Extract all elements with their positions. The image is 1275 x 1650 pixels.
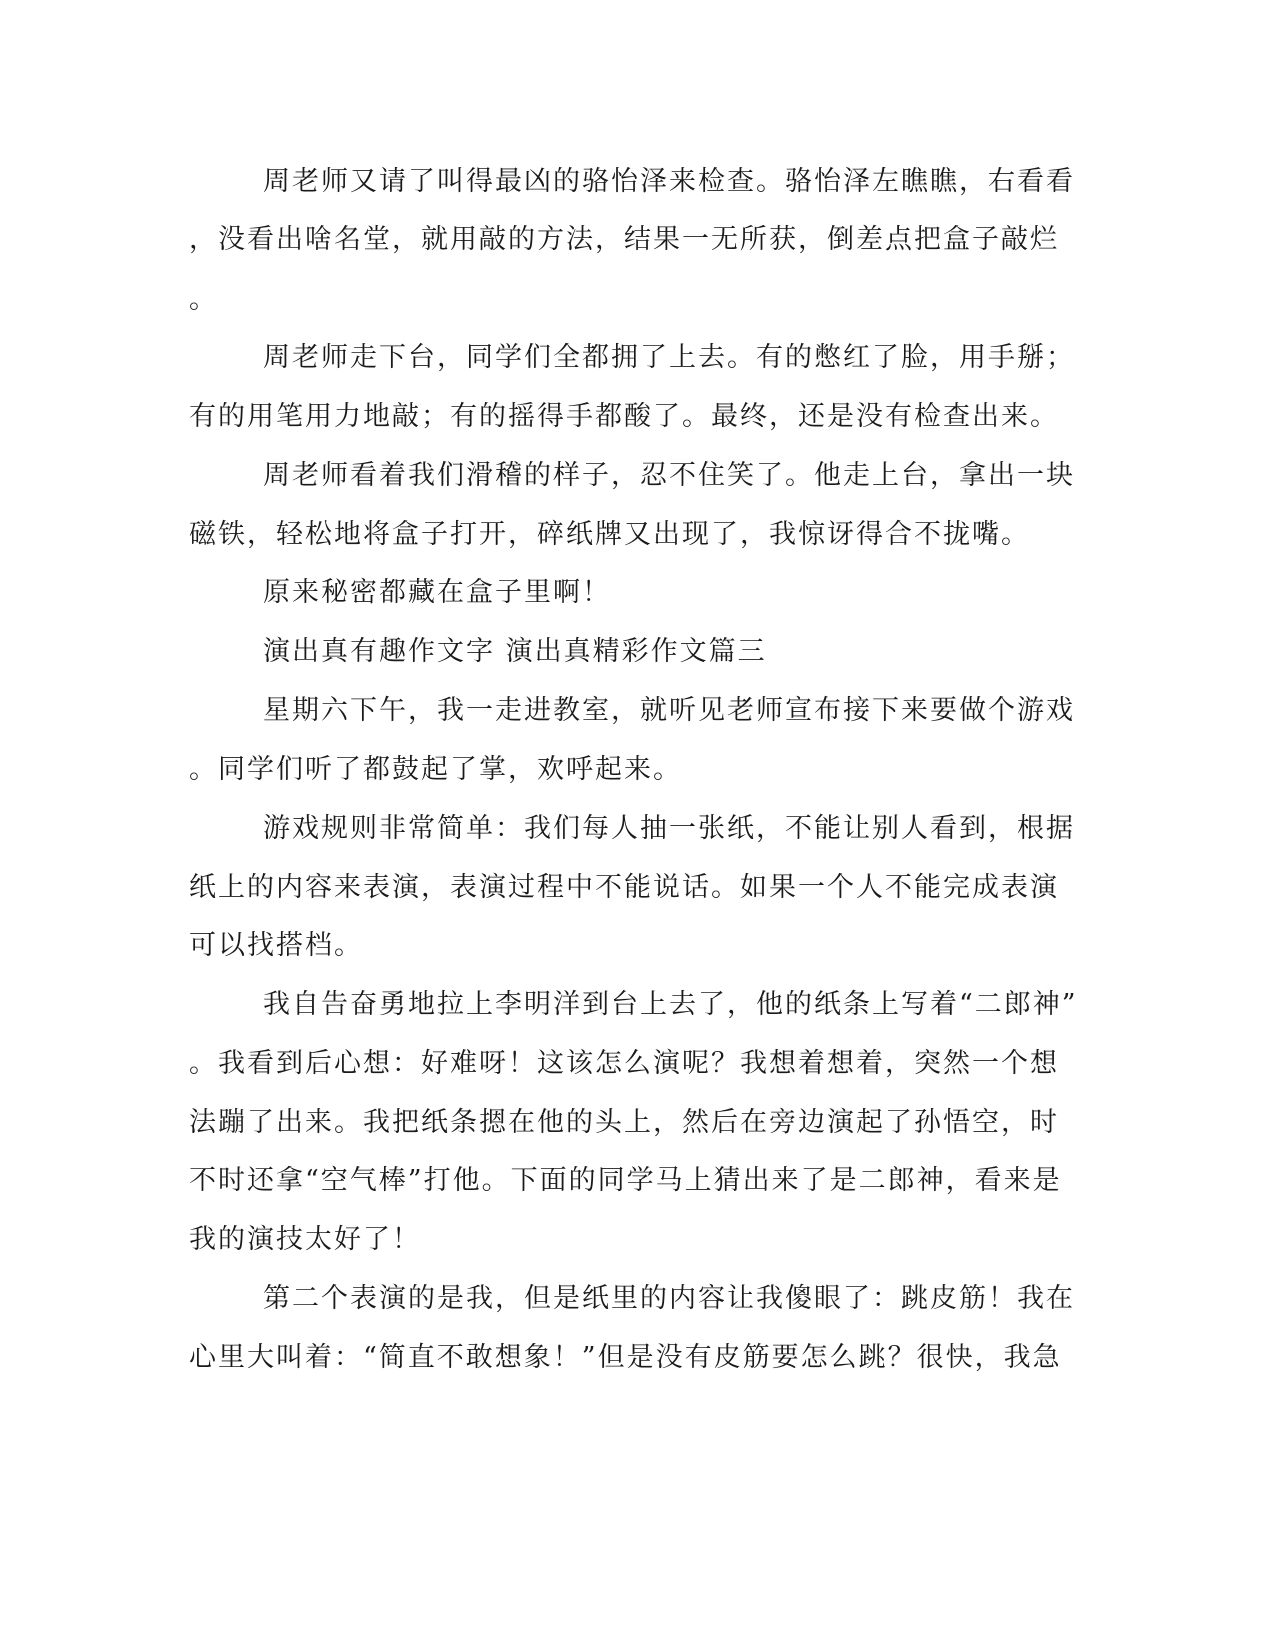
text-line: 第二个表演的是我，但是纸里的内容让我傻眼了：跳皮筋！我在 — [263, 1283, 1075, 1314]
text-line: 星期六下午，我一走进教室，就听见老师宣布接下来要做个游戏 — [263, 695, 1075, 726]
text-line: ，没看出啥名堂，就用敲的方法，结果一无所获，倒差点把盒子敲烂 — [189, 224, 1059, 255]
text-line: 周老师又请了叫得最凶的骆怡泽来检查。骆怡泽左瞧瞧，右看看 — [263, 166, 1075, 197]
text-line: 。 — [189, 284, 218, 315]
text-line: 原来秘密都藏在盒子里啊！ — [263, 577, 611, 608]
text-line: 法蹦了出来。我把纸条摁在他的头上，然后在旁边演起了孙悟空，时 — [189, 1107, 1059, 1138]
text-line: 周老师看着我们滑稽的样子，忍不住笑了。他走上台，拿出一块 — [263, 460, 1075, 491]
text-line: 有的用笔用力地敲；有的摇得手都酸了。最终，还是没有检查出来。 — [189, 401, 1059, 432]
text-line: 游戏规则非常简单：我们每人抽一张纸，不能让别人看到，根据 — [263, 813, 1075, 844]
text-line: 。同学们听了都鼓起了掌，欢呼起来。 — [189, 754, 682, 785]
section-heading: 演出真有趣作文字 演出真精彩作文篇三 — [263, 636, 767, 667]
text-line: 我的演技太好了！ — [189, 1224, 421, 1255]
text-line: 纸上的内容来表演，表演过程中不能说话。如果一个人不能完成表演 — [189, 872, 1059, 903]
text-line: 磁铁，轻松地将盒子打开，碎纸牌又出现了，我惊讶得合不拢嘴。 — [189, 519, 1030, 550]
text-line: 我自告奋勇地拉上李明洋到台上去了，他的纸条上写着“二郎神” — [263, 989, 1078, 1020]
text-line: 可以找搭档。 — [189, 930, 363, 961]
text-line: 心里大叫着：“简直不敢想象！”但是没有皮筋要怎么跳？很快，我急 — [189, 1342, 1062, 1373]
text-line: 。我看到后心想：好难呀！这该怎么演呢？我想着想着，突然一个想 — [189, 1048, 1059, 1079]
text-line: 不时还拿“空气棒”打他。下面的同学马上猜出来了是二郎神，看来是 — [189, 1165, 1062, 1196]
text-line: 周老师走下台，同学们全都拥了上去。有的憋红了脸，用手掰； — [263, 342, 1075, 373]
